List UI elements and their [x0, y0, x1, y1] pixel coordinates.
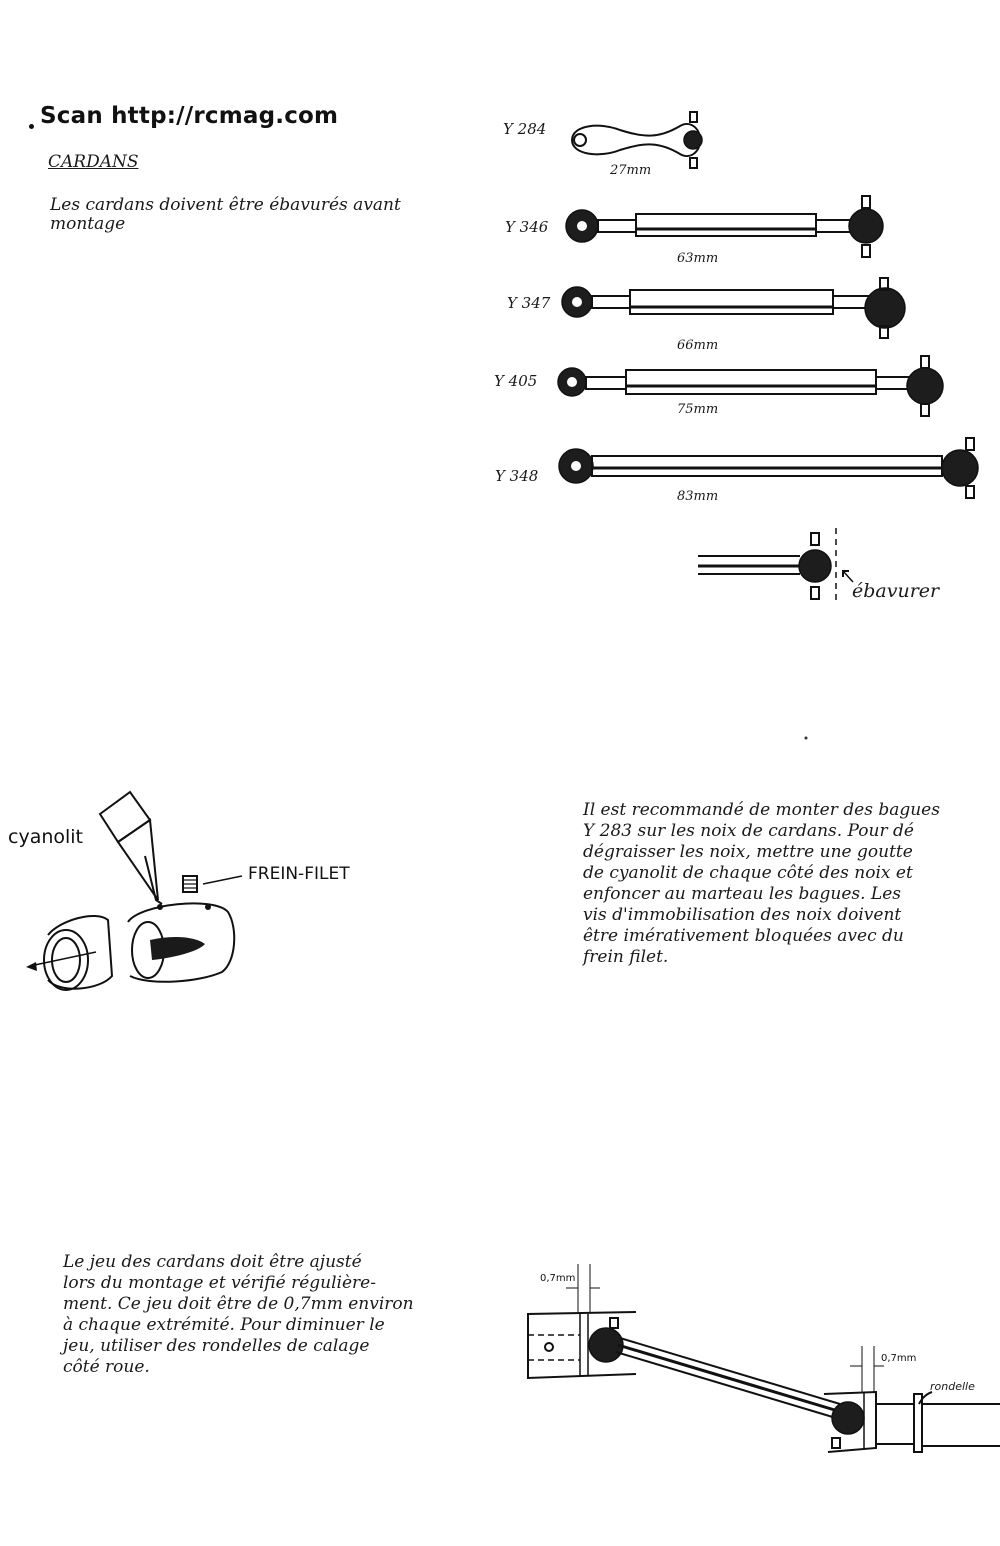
threadlock-label: FREIN-FILET: [248, 864, 350, 884]
deburr-detail: [698, 528, 853, 604]
part-length-y347: 66mm: [677, 338, 719, 353]
cardan-y347: [562, 278, 905, 338]
bushing-instructions-text: Il est recommandé de monter des bagues Y 283 sur les noix de cardans. Pour dé dégraisser les noix, mettre une goutte de cyanolit de chaque côté des noix et enfoncer au marteau les bagues. Les vis d'immobilisation des noix doivent être imérativement bloquées avec du frein filet.: [583, 800, 940, 967]
assembly-illustration: [26, 792, 242, 990]
section-title: CARDANS: [48, 152, 139, 172]
part-length-y346: 63mm: [677, 251, 719, 266]
part-code-y348: Y 348: [495, 467, 539, 485]
play-instructions-text: Le jeu des cardans doit être ajusté lors du montage et vérifié régulière- ment. Ce jeu doit être de 0,7mm environ à chaque extrémité. Pour diminuer le jeu, utiliser des rondelles de calage côté roue.: [63, 1252, 414, 1377]
washer-label: rondelle: [930, 1380, 975, 1393]
gap-right-label: 0,7mm: [881, 1353, 917, 1364]
part-code-y346: Y 346: [505, 218, 549, 236]
part-code-y347: Y 347: [507, 294, 551, 312]
deburr-label: ébavurer: [852, 580, 940, 602]
cardan-y346: [566, 196, 883, 257]
part-code-y284: Y 284: [503, 120, 547, 138]
scan-header: Scan http://rcmag.com: [40, 103, 339, 129]
cardan-y284: [572, 112, 702, 168]
cardan-y405: [558, 356, 943, 416]
part-code-y405: Y 405: [494, 372, 538, 390]
part-length-y405: 75mm: [677, 402, 719, 417]
play-diagram: [528, 1264, 1000, 1452]
cardan-y348: [559, 438, 978, 498]
gap-left-label: 0,7mm: [540, 1273, 576, 1284]
cyanolit-label: cyanolit: [8, 826, 84, 848]
part-length-y284: 27mm: [610, 163, 652, 178]
intro-text: Les cardans doivent être ébavurés avant montage: [50, 195, 401, 234]
part-length-y348: 83mm: [677, 489, 719, 504]
